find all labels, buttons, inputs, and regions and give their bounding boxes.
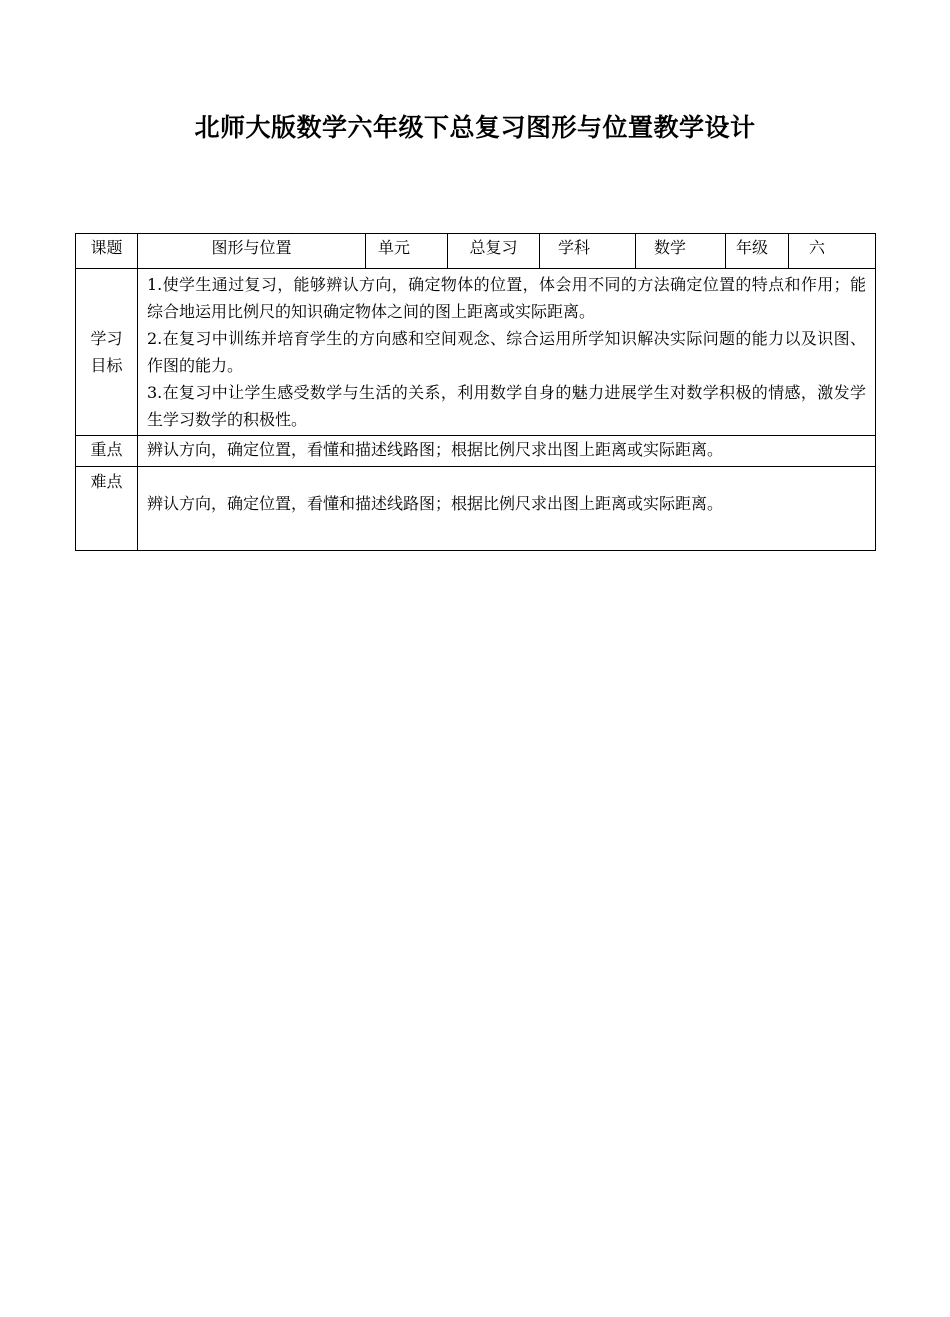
key-point-text: 辨认方向，确定位置，看懂和描述线路图；根据比例尺求出图上距离或实际距离。 [138,436,876,467]
goals-label-line1: 学习 [90,329,123,348]
topic-label: 课题 [76,234,138,269]
key-point-row [76,436,876,467]
goal-item-1: 1.使学生通过复习，能够辨认方向，确定物体的位置，体会用不同的方法确定位置的特点和作用；能综合地运用比例尺的知识确定物体之间的图上距离或实际距离。 [147,275,866,321]
difficulty-text: 辨认方向，确定位置，看懂和描述线路图；根据比例尺求出图上距离或实际距离。 [138,467,876,551]
goal-item-2: 2.在复习中训练并培育学生的方向感和空间观念、综合运用所学知识解决实际问题的能力以及识图、作图的能力。 [147,329,866,375]
grade-label: 年级 [726,234,789,269]
goal-item-3: 3.在复习中让学生感受数学与生活的关系，利用数学自身的魅力进展学生对数学积极的情感，激发学生学习数学的积极性。 [147,383,866,429]
subject-value: 数学 [636,234,726,269]
goals-label-line2: 目标 [90,356,123,375]
difficulty-label: 难点 [76,467,138,551]
key-point-label: 重点 [76,436,138,467]
goals-label [76,269,138,436]
grade-value: 六 [789,234,876,269]
goals-content [138,269,876,436]
subject-label: 学科 [540,234,636,269]
topic-value: 图形与位置 [138,234,366,269]
header-row [76,234,876,269]
goals-row [76,269,876,436]
unit-value: 总复习 [448,234,540,269]
document-title: 北师大版数学六年级下总复习图形与位置教学设计 [194,113,756,142]
unit-label: 单元 [366,234,448,269]
lesson-plan-table [75,233,876,551]
difficulty-row [76,467,876,551]
